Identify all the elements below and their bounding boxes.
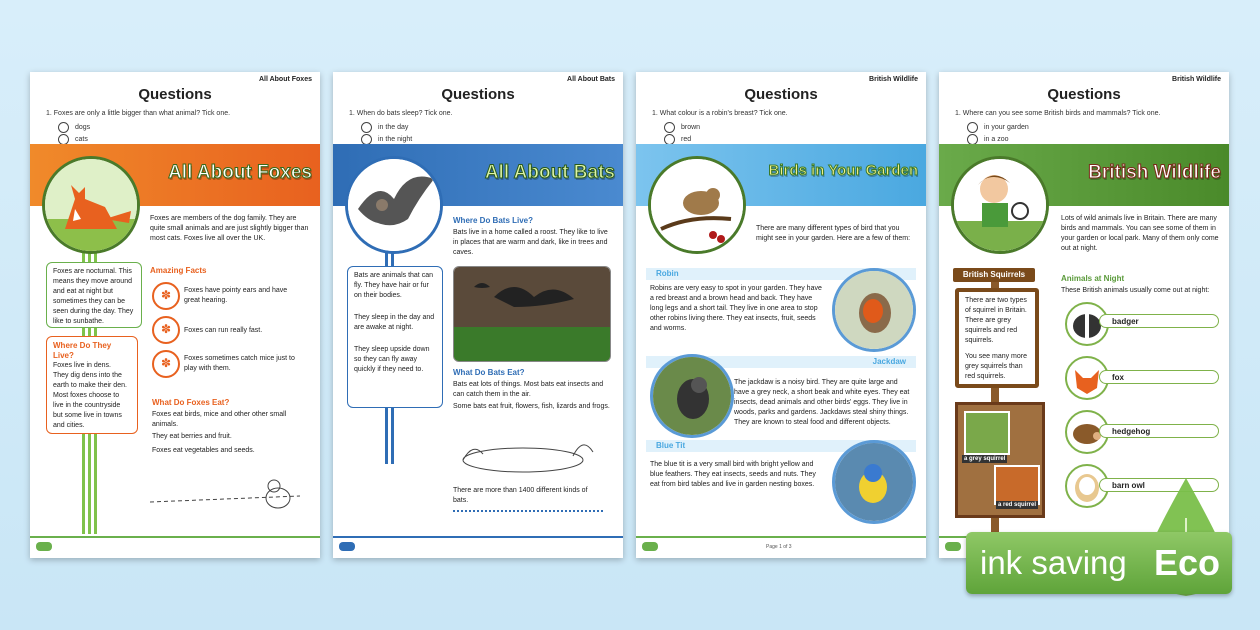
radio-icon[interactable] bbox=[58, 122, 69, 133]
page-title: Birds in Your Garden bbox=[768, 162, 918, 179]
fox-illustration bbox=[42, 156, 140, 254]
twinkl-logo bbox=[945, 542, 961, 551]
page-header: British Wildlife bbox=[1172, 76, 1221, 83]
option[interactable]: cats bbox=[58, 134, 88, 145]
divider bbox=[453, 510, 603, 512]
fact: Foxes have pointy ears and have great hearing. bbox=[184, 287, 288, 304]
night-text: These British animals usually come out at night: bbox=[1061, 287, 1210, 294]
question-text: 1. When do bats sleep? Tick one. bbox=[349, 110, 453, 117]
animal-badger: badger bbox=[1099, 314, 1219, 328]
grey-squirrel-label: a grey squirrel bbox=[964, 456, 1006, 462]
bluetit-text: The blue tit is a very small bird with bright yellow and blue feathers. They eat insects, seeds and nuts. They eat from bird tables and live in garden nesting boxes. bbox=[650, 461, 816, 488]
ink-saving-label: ink saving bbox=[980, 544, 1127, 581]
jackdaw-photo bbox=[650, 354, 734, 438]
question-text: 1. Where can you see some British birds and mammals? Tick one. bbox=[955, 110, 1161, 117]
animal-fox: fox bbox=[1099, 370, 1219, 384]
cave-photo bbox=[453, 266, 611, 362]
animal-barn-owl: barn owl bbox=[1099, 478, 1219, 492]
info-page bbox=[333, 144, 623, 558]
option[interactable]: red bbox=[664, 134, 691, 145]
bluetit-bar: Blue Tit bbox=[646, 440, 916, 452]
robin-photo bbox=[832, 268, 916, 352]
sheet-foxes bbox=[30, 72, 320, 558]
live-title: Where Do Bats Live? bbox=[453, 216, 534, 225]
sheet-bats bbox=[333, 72, 623, 558]
radio-icon[interactable] bbox=[967, 122, 978, 133]
where-box: Where Do They Live? Foxes live in dens. They dig dens into the earth to make their den. Most foxes choose to live in the countryside but some live in towns and cities. bbox=[46, 336, 138, 434]
eat-item: Foxes eat vegetables and seeds. bbox=[152, 447, 255, 454]
twinkl-logo bbox=[642, 542, 658, 551]
paw-icon: ✽ bbox=[152, 282, 180, 310]
page-header: British Wildlife bbox=[869, 76, 918, 83]
bluetit-photo bbox=[832, 440, 916, 524]
intro-text: Foxes are members of the dog family. They are quite small animals and are just slightly bigger than most cats. Foxes live all over the UK. bbox=[150, 215, 309, 242]
bird-illustration bbox=[648, 156, 746, 254]
twinkl-logo bbox=[339, 542, 355, 551]
bat-fact: There are more than 1400 different kinds of bats. bbox=[453, 487, 588, 504]
squirrel-board bbox=[955, 402, 1045, 518]
option[interactable]: in the night bbox=[361, 134, 412, 145]
red-squirrel-label: a red squirrel bbox=[998, 502, 1037, 508]
page-header: All About Bats bbox=[567, 76, 615, 83]
night-title: Animals at Night bbox=[1061, 274, 1125, 283]
radio-icon[interactable] bbox=[361, 122, 372, 133]
bat-illustration bbox=[345, 156, 443, 254]
grey-squirrel-photo bbox=[964, 411, 1010, 455]
squirrel-sign: There are two types of squirrel in Britain. There are grey squirrels and red squirrels. You see many more grey squirrels than red squirrels. bbox=[955, 288, 1039, 388]
footer bbox=[636, 536, 926, 558]
option[interactable]: in a zoo bbox=[967, 134, 1009, 145]
pond-illustration bbox=[453, 426, 603, 482]
questions-title: Questions bbox=[744, 86, 818, 103]
facts-title: Amazing Facts bbox=[150, 266, 207, 275]
robin-bar: Robin bbox=[646, 268, 916, 280]
page-title: All About Foxes bbox=[168, 162, 312, 183]
live-text: Bats live in a home called a roost. They like to live in places that are warm and dark, like in trees and caves. bbox=[453, 229, 608, 256]
sheet-birds bbox=[636, 72, 926, 558]
footer bbox=[30, 536, 320, 558]
option[interactable]: in your garden bbox=[967, 122, 1029, 133]
paw-icon: ✽ bbox=[152, 350, 180, 378]
intro-text: There are many different types of bird that you might see in your garden. Here are a few of them: bbox=[756, 225, 911, 242]
sign-title: British Squirrels bbox=[953, 268, 1035, 282]
mouse-illustration bbox=[150, 462, 310, 522]
animal-hedgehog: hedgehog bbox=[1099, 424, 1219, 438]
ink-saving-badge bbox=[966, 532, 1232, 594]
red-squirrel-photo bbox=[994, 465, 1040, 505]
jackdaw-text: The jackdaw is a noisy bird. They are quite large and have a grey neck, a short beak and white eyes. They eat insects, dead animals and other birds' eggs. They live in woods, parks and gardens. Jackdaws steal shiny things. They are known to steal food and different objects. bbox=[734, 379, 910, 426]
fact: Foxes can run really fast. bbox=[184, 327, 263, 334]
eat-item: They eat berries and fruit. bbox=[152, 433, 232, 440]
bat-facts-box: Bats are animals that can fly. They have hair or fur on their bodies. They sleep in the day and are awake at night. They sleep upside down so they can fly away quickly if they need to. bbox=[347, 266, 443, 408]
intro-text: Lots of wild animals live in Britain. There are many birds and mammals. You can see some of them in your garden or local park. Many of them only come out at night. bbox=[1061, 215, 1219, 252]
option[interactable]: dogs bbox=[58, 122, 90, 133]
child-illustration bbox=[951, 156, 1049, 254]
eco-label: Eco bbox=[1154, 542, 1221, 583]
questions-title: Questions bbox=[441, 86, 515, 103]
info-page bbox=[636, 144, 926, 558]
questions-title: Questions bbox=[1047, 86, 1121, 103]
jackdaw-bar: Jackdaw bbox=[646, 356, 916, 368]
twinkl-logo bbox=[36, 542, 52, 551]
page-number: Page 1 of 3 bbox=[766, 544, 792, 550]
nocturnal-box: Foxes are nocturnal. This means they move around and eat at night but sometimes they can be seen during the day. They like to sunbathe. bbox=[46, 262, 142, 328]
option[interactable]: in the day bbox=[361, 122, 408, 133]
robin-text: Robins are very easy to spot in your garden. They have a red breast and a brown head and back. They have long legs and a short tail. They live in one area to stop other robins living there. They eat insects, fruit, seeds and worms. bbox=[650, 285, 822, 332]
eat-title: What Do Bats Eat? bbox=[453, 368, 525, 377]
question-text: 1. Foxes are only a little bigger than what animal? Tick one. bbox=[46, 110, 231, 117]
eat-title: What Do Foxes Eat? bbox=[152, 398, 230, 407]
option[interactable]: brown bbox=[664, 122, 700, 133]
questions-title: Questions bbox=[138, 86, 212, 103]
page-title: All About Bats bbox=[484, 162, 615, 183]
page-header: All About Foxes bbox=[258, 76, 312, 83]
info-page bbox=[30, 144, 320, 558]
footer bbox=[333, 536, 623, 558]
eat-text: Bats eat lots of things. Most bats eat insects and can catch them in the air. bbox=[453, 381, 604, 398]
radio-icon[interactable] bbox=[664, 122, 675, 133]
fact: Foxes sometimes catch mice just to play with them. bbox=[184, 355, 295, 372]
eat-text2: Some bats eat fruit, flowers, fish, lizards and frogs. bbox=[453, 403, 610, 410]
eat-item: Foxes eat birds, mice and other other small animals. bbox=[152, 411, 287, 428]
page-title: British Wildlife bbox=[1088, 162, 1221, 183]
question-text: 1. What colour is a robin's breast? Tick one. bbox=[652, 110, 788, 117]
paw-icon: ✽ bbox=[152, 316, 180, 344]
